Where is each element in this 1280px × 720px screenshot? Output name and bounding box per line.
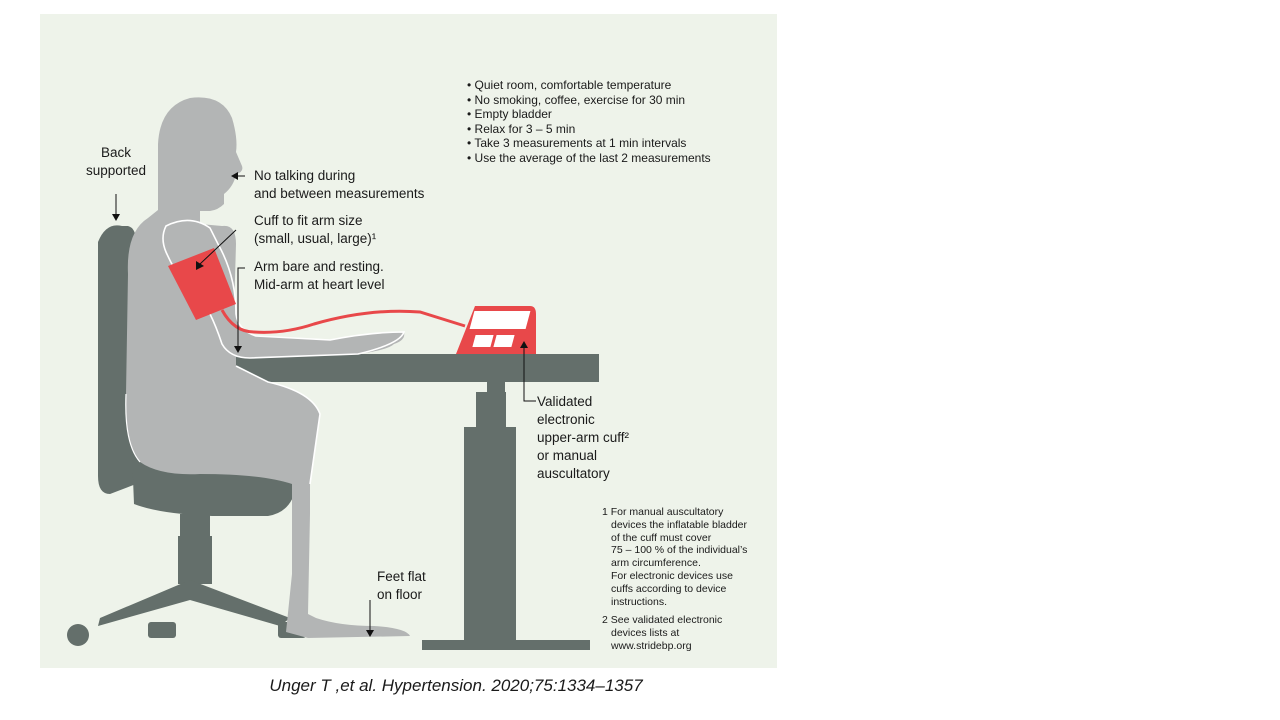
checklist-text: Empty bladder: [474, 107, 552, 122]
footnote-line: instructions.: [611, 595, 668, 608]
label-line: Validated: [537, 394, 593, 409]
footnote-line: 1 For manual auscultatory: [602, 506, 724, 518]
checklist-item: • Empty bladder: [467, 107, 552, 122]
footnote-line: www.stridebp.org: [611, 639, 692, 652]
label-line: upper-arm cuff²: [537, 430, 630, 445]
checklist: [467, 78, 711, 166]
label-back-supported: [76, 144, 156, 180]
checklist-item: • Use the average of the last 2 measurements: [467, 150, 711, 165]
label-line: electronic: [537, 412, 595, 427]
footnote-line: devices lists at: [611, 626, 680, 639]
footnote-line: of the cuff must cover: [611, 531, 712, 544]
label-line: and between measurements: [254, 186, 425, 201]
label-line: Feet flat: [377, 569, 426, 584]
checklist-item: • Take 3 measurements at 1 min intervals: [467, 136, 687, 151]
label-line: No talking during: [254, 168, 356, 183]
checklist-text: Take 3 measurements at 1 min intervals: [474, 136, 687, 151]
footnote-line: For electronic devices use: [611, 569, 733, 582]
label-no-talking: [254, 167, 424, 203]
checklist-item: • Quiet room, comfortable temperature: [467, 78, 672, 92]
checklist-text: No smoking, coffee, exercise for 30 min: [474, 92, 686, 107]
label-line: supported: [85, 163, 147, 178]
label-line: on floor: [377, 587, 423, 602]
label-line: Cuff to fit arm size: [254, 213, 363, 228]
label-line: or manual: [537, 448, 598, 463]
label-line: (small, usual, large)¹: [254, 231, 377, 246]
checklist-text: Use the average of the last 2 measurements: [474, 150, 711, 165]
label-arm-position: [254, 258, 385, 294]
footnote-1: [602, 506, 747, 608]
label-line: Arm bare and resting.: [254, 259, 384, 274]
citation: Unger T ,et al. Hypertension. 2020;75:1334–1357: [269, 676, 643, 695]
label-line: auscultatory: [537, 466, 610, 481]
bp-measurement-diagram: [40, 14, 777, 668]
footnote-line: devices the inflatable bladder: [611, 518, 748, 531]
footnote-line: 75 – 100 % of the individual’s: [611, 544, 748, 557]
checklist-text: Relax for 3 – 5 min: [474, 121, 576, 136]
label-line: Back: [100, 145, 131, 160]
label-cuff-size: [254, 212, 376, 248]
footnote-line: cuffs according to device: [611, 582, 727, 595]
label-feet-flat: [377, 568, 426, 604]
label-validated-device: [537, 393, 629, 483]
label-line: Mid-arm at heart level: [254, 277, 385, 292]
checklist-item: • Relax for 3 – 5 min: [467, 121, 576, 136]
cuff-tube: [222, 310, 465, 332]
checklist-text: Quiet room, comfortable temperature: [474, 78, 672, 92]
footnote-line: 2 See validated electronic: [602, 614, 723, 626]
footnote-line: arm circumference.: [611, 557, 701, 570]
footnote-2: [602, 614, 722, 652]
checklist-item: • No smoking, coffee, exercise for 30 min: [467, 92, 686, 107]
